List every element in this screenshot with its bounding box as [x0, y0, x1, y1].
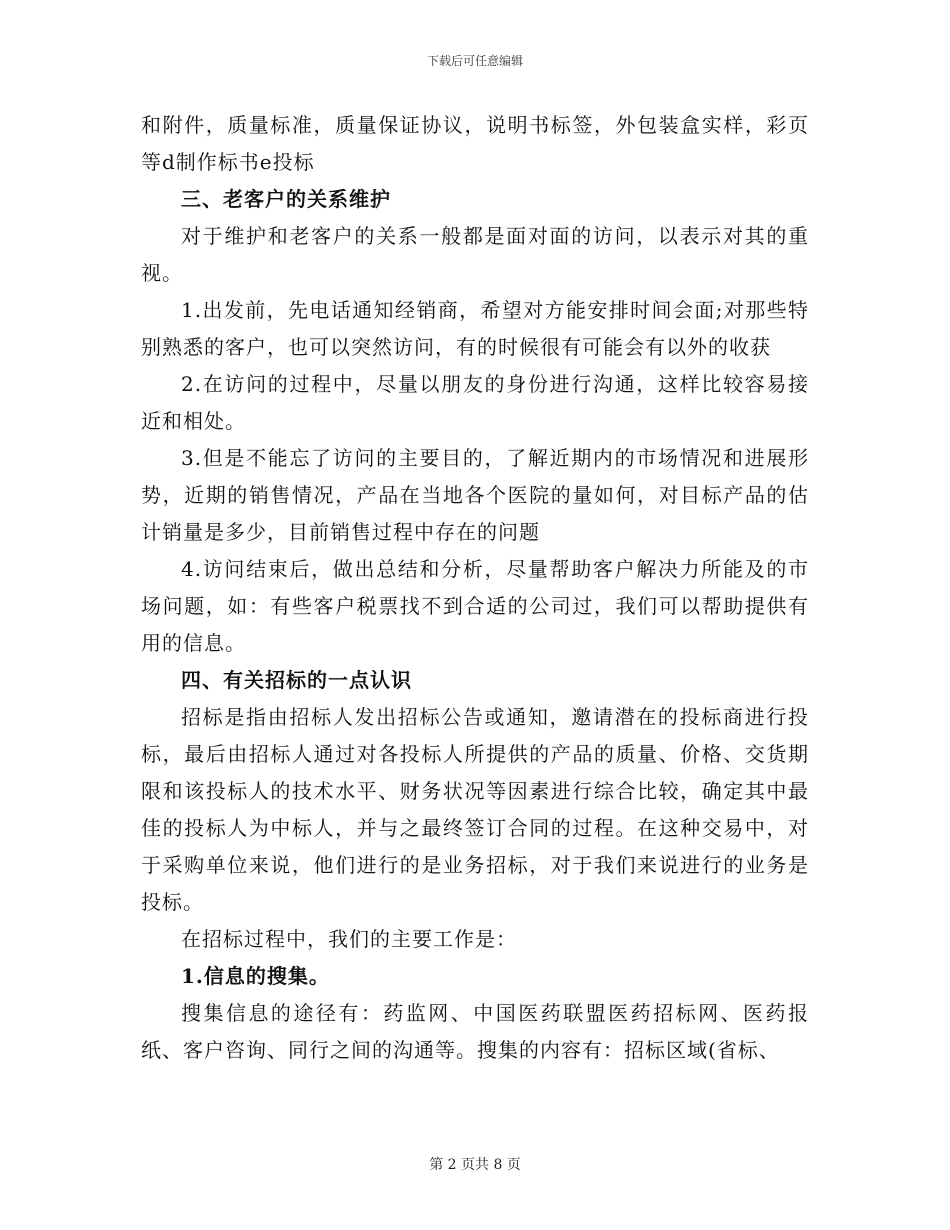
list-item-4: 4.访问结束后，做出总结和分析，尽量帮助客户解决力所能及的市场问题，如：有些客户税票找不到合适的公司过，我们可以帮助提供有用的信息。	[141, 557, 809, 655]
page-footer: 第 2 页共 8 页	[429, 1157, 521, 1173]
paragraph-continued: 和附件，质量标准，质量保证协议，说明书标签，外包装盒实样，彩页等d制作标书e投标	[141, 113, 809, 174]
list-item-3: 3.但是不能忘了访问的主要目的，了解近期内的市场情况和进展形势，近期的销售情况，产品在当地各个医院的量如何，对目标产品的估计销量是多少，目前销售过程中存在的问题	[141, 446, 809, 544]
paragraph: 在招标过程中，我们的主要工作是：	[181, 927, 517, 951]
list-item-1: 1.出发前，先电话通知经销商，希望对方能安排时间会面;对那些特别熟悉的客户，也可以突然访问，有的时候很有可能会有以外的收获	[141, 298, 809, 359]
paragraph: 对于维护和老客户的关系一般都是面对面的访问，以表示对其的重视。	[141, 224, 809, 285]
paragraph: 招标是指由招标人发出招标公告或通知，邀请潜在的投标商进行投标，最后由招标人通过对各投标人所提供的产品的质量、价格、交货期限和该投标人的技术水平、财务状况等因素进行综合比较，确定其中最佳的投标人为中标人，并与之最终签订合同的过程。在这种交易中，对于采购单位来说，他们进行的是业务招标，对于我们来说进行的业务是投标。	[141, 705, 809, 914]
section-heading-4: 四、有关招标的一点认识	[181, 668, 412, 692]
page-header: 下载后可任意编辑	[426, 54, 523, 68]
list-item-2: 2.在访问的过程中，尽量以朋友的身份进行沟通，这样比较容易接近和相处。	[141, 372, 809, 433]
paragraph: 搜集信息的途径有：药监网、中国医药联盟医药招标网、医药报纸、客户咨询、同行之间的沟通等。搜集的内容有：招标区域(省标、	[141, 1001, 809, 1062]
subheading-1: 1.信息的搜集。	[181, 964, 330, 988]
section-heading-3: 三、老客户的关系维护	[181, 187, 391, 211]
document-body	[141, 107, 809, 1069]
